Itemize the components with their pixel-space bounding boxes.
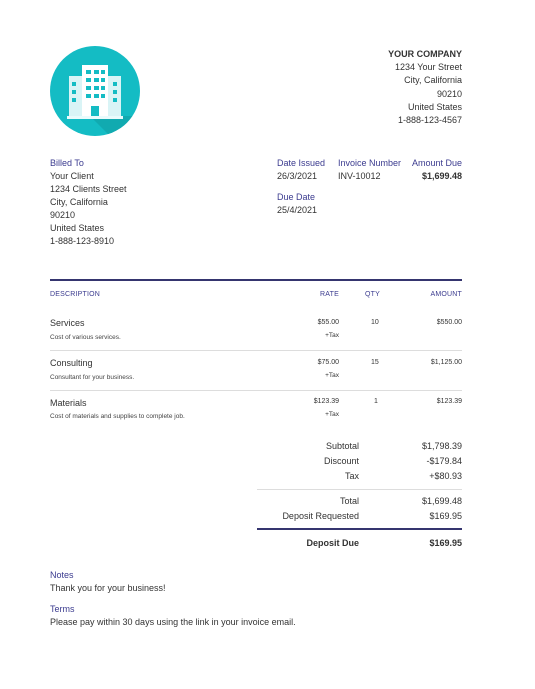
item-qty: 10: [371, 319, 379, 326]
due-date-value: 25/4/2021: [277, 205, 318, 215]
company-logo: [50, 46, 140, 136]
item-title: Services: [50, 318, 85, 328]
billed-to-block: [50, 157, 127, 248]
row-divider: [50, 350, 462, 351]
total-label: Total: [339, 496, 359, 506]
item-tax: +Tax: [325, 411, 339, 418]
due-date-label: Due Date: [277, 192, 316, 202]
item-description: Cost of various services.: [50, 334, 121, 341]
company-city: City, California: [404, 75, 462, 86]
discount-label: Discount: [323, 456, 359, 466]
client-country: United States: [50, 223, 105, 233]
deposit-due-value: $169.95: [429, 538, 462, 548]
tax-value: +$80.93: [429, 471, 462, 481]
header-rate: RATE: [320, 291, 339, 298]
total-value: $1,699.48: [421, 496, 462, 506]
amount-due-block: [412, 157, 462, 183]
invoice-number-value: INV-10012: [338, 171, 381, 181]
company-country: United States: [407, 101, 462, 112]
deposit-requested-label: Deposit Requested: [282, 511, 359, 521]
dates-block: [277, 157, 325, 217]
item-description: Consultant for your business.: [50, 374, 135, 381]
item-amount: $123.39: [436, 398, 462, 405]
company-street: 1234 Your Street: [394, 62, 462, 73]
notes-label: Notes: [50, 570, 74, 580]
invoice-number-block: [338, 157, 401, 183]
item-rate: $75.00: [317, 359, 339, 366]
client-phone: 1-888-123-8910: [50, 236, 115, 246]
amount-due-value: $1,699.48: [421, 171, 462, 181]
amount-due-label: Amount Due: [411, 158, 462, 168]
item-amount: $1,125.00: [430, 359, 462, 366]
building-icon: [50, 46, 140, 136]
terms-text: Please pay within 30 days using the link in your invoice email.: [50, 617, 296, 627]
tax-label: Tax: [344, 471, 359, 481]
header-amount: AMOUNT: [430, 291, 462, 298]
client-city: City, California: [50, 197, 108, 207]
item-qty: 1: [374, 398, 378, 405]
summary-divider: [257, 489, 462, 490]
item-title: Consulting: [50, 358, 93, 368]
header-qty: QTY: [365, 291, 380, 298]
item-rate: $55.00: [317, 319, 339, 326]
deposit-requested-value: $169.95: [429, 511, 462, 521]
item-tax: +Tax: [325, 372, 339, 379]
company-phone: 1-888-123-4567: [397, 115, 462, 126]
subtotal-value: $1,798.39: [421, 441, 462, 451]
company-name: YOUR COMPANY: [388, 49, 462, 59]
billed-to-label: Billed To: [50, 158, 84, 168]
row-divider: [50, 390, 462, 391]
item-tax: +Tax: [325, 332, 339, 339]
date-issued-value: 26/3/2021: [277, 171, 318, 181]
terms-label: Terms: [50, 604, 75, 614]
client-name: Your Client: [50, 171, 94, 181]
discount-value: -$179.84: [426, 456, 462, 466]
invoice-number-label: Invoice Number: [338, 158, 402, 168]
date-issued-label: Date Issued: [277, 158, 326, 168]
company-info: [388, 48, 462, 127]
subtotal-label: Subtotal: [325, 441, 359, 451]
item-amount: $550.00: [436, 319, 462, 326]
notes-text: Thank you for your business!: [50, 583, 166, 593]
item-description: Cost of materials and supplies to complete job.: [50, 413, 185, 420]
header-description: DESCRIPTION: [50, 291, 101, 298]
client-street: 1234 Clients Street: [50, 184, 127, 194]
deposit-due-rule: [257, 528, 462, 530]
table-top-rule: [50, 279, 462, 281]
deposit-due-label: Deposit Due: [306, 538, 359, 548]
item-title: Materials: [50, 398, 87, 408]
item-rate: $123.39: [313, 398, 339, 405]
item-qty: 15: [371, 359, 379, 366]
client-zip: 90210: [50, 210, 76, 220]
company-zip: 90210: [436, 88, 462, 99]
